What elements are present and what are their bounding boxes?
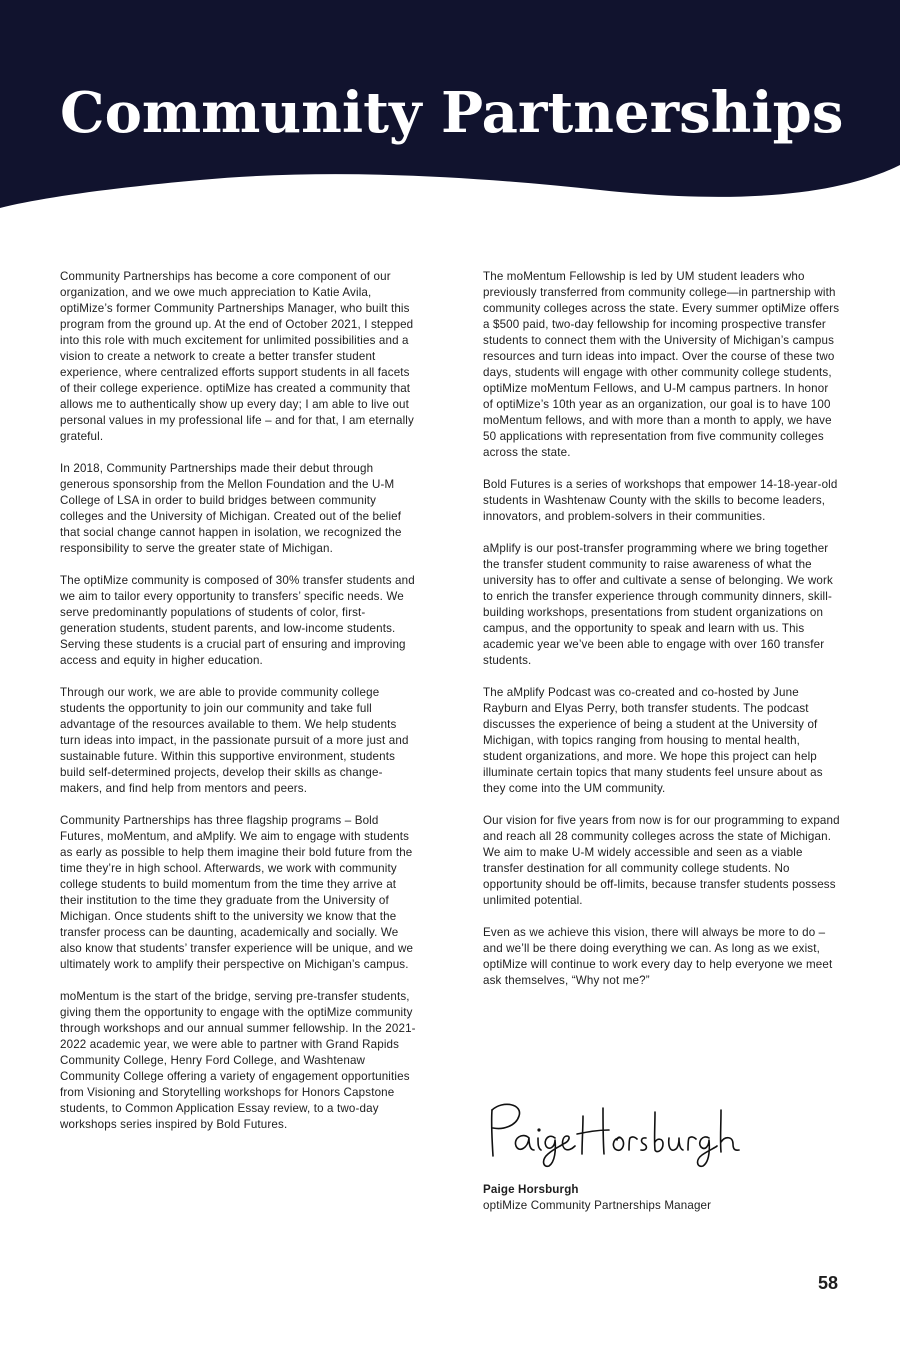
paragraph: Community Partnerships has three flagship programs – Bold Futures, moMentum, and aMplify. We aim to engage with students as early as possible to help them imagine their bold future from the time they’re in high school. Afterwards, we work with community college students to build momentum from the time they arrive at their institution to the time they graduate from the University of Michigan. Once students shift to the university we know that the transfer process can be daunting, academically and socially. We also know that students’ transfer experience will be unique, and we ultimately work to amplify their perspective on Michigan’s campus. <box>60 814 414 971</box>
paragraph: aMplify is our post-transfer programming where we bring together the transfer student community to raise awareness of what the university has to offer and cultivate a sense of belonging. We work to enrich the transfer experience through community dinners, skill-building workshops, presentations from student organizations on campus, and the opportunity to speak and learn with us. This academic year we’ve been able to engage with over 160 transfer students. <box>483 542 833 667</box>
paragraph: Through our work, we are able to provide community college students the opportunity to join our community and take full advantage of the resources available to them. We help students turn ideas into impact, in the passionate pursuit of a more just and sustainable future. Within this supportive environment, students build self-determined projects, develop their skills as change-makers, and find help from mentors and peers. <box>60 686 409 795</box>
left-column <box>60 269 418 1149</box>
handwritten-signature <box>483 1098 783 1170</box>
signer-name: Paige Horsburgh <box>483 1183 579 1196</box>
page-number: 58 <box>817 1273 838 1293</box>
paragraph: The moMentum Fellowship is led by UM student leaders who previously transferred from community college—in partnership with community colleges across the state. Every summer optiMize offers a $500 paid, two-day fellowship for incoming prospective transfer students to connect them with the University of Michigan’s campus resources and turn ideas into impact. Over the course of these two days, students will engage with other community college students, optiMize moMentum Fellows, and U-M campus partners. In honor of optiMize’s 10th year as an organization, our goal is to have 100 moMentum fellows, and with more than a month to apply, we have 50 applications with representation from five community colleges across the state. <box>483 270 840 459</box>
paragraph: The optiMize community is composed of 30% transfer students and we aim to tailor every opportunity to transfers’ specific needs. We serve predominantly populations of students of color, first-generation students, student parents, and low-income students. Serving these students is a crucial part of ensuring and improving access and equity in higher education. <box>60 574 415 667</box>
paragraph: Even as we achieve this vision, there will always be more to do – and we’ll be there doing everything we can. As long as we exist, optiMize will continue to work every day to help everyone we meet ask themselves, “Why not me?” <box>483 926 833 987</box>
header-banner <box>0 0 900 215</box>
paragraph: Bold Futures is a series of workshops that empower 14-18-year-old students in Washtenaw County with the skills to become leaders, innovators, and problem-solvers in their communities. <box>483 478 838 523</box>
paragraph: The aMplify Podcast was co-created and co-hosted by June Rayburn and Elyas Perry, both transfer students. The podcast discusses the experience of being a student at the University of Michigan, with topics ranging from housing to mental health, student organizations, and more. We hope this project can help illuminate certain topics that many students feel unsure about as they come into the UM community. <box>483 686 823 795</box>
paragraph: Community Partnerships has become a core component of our organization, and we owe much appreciation to Katie Avila, optiMize’s former Community Partnerships Manager, who built this program from the ground up. At the end of October 2021, I stepped into this role with much excitement for unlimited possibilities and a vision to create a network to create a better transfer student experience, where centralized efforts support students in all facets of their college experience. optiMize has created a community that allows me to authentically show up every day; I am able to live out personal values in my professional life – and for that, I am eternally grateful. <box>60 270 414 443</box>
paragraph: moMentum is the start of the bridge, serving pre-transfer students, giving them the opportunity to engage with the optiMize community through workshops and our annual summer fellowship. In the 2021-2022 academic year, we were able to partner with Grand Rapids Community College, Henry Ford College, and Washtenaw Community College offering a variety of engagement opportunities from Visioning and Storytelling workshops for Honors Capstone students, to Common Application Essay review, to a two-day workshops series inspired by Bold Futures. <box>60 990 416 1131</box>
paragraph: Our vision for five years from now is for our programming to expand and reach all 28 community colleges across the state of Michigan. We aim to make U-M widely accessible and seen as a viable transfer destination for all community college students. No opportunity should be off-limits, because transfer students possess unlimited potential. <box>483 814 840 907</box>
right-column <box>483 269 841 1005</box>
page-title: Community Partnerships <box>60 80 844 146</box>
signer-role: optiMize Community Partnerships Manager <box>483 1199 712 1212</box>
paragraph: In 2018, Community Partnerships made their debut through generous sponsorship from the Mellon Foundation and the U-M College of LSA in order to build bridges between community colleges and the University of Michigan. Created out of the belief that social change cannot happen in isolation, we recognized the responsibility to serve the greater state of Michigan. <box>60 462 402 555</box>
